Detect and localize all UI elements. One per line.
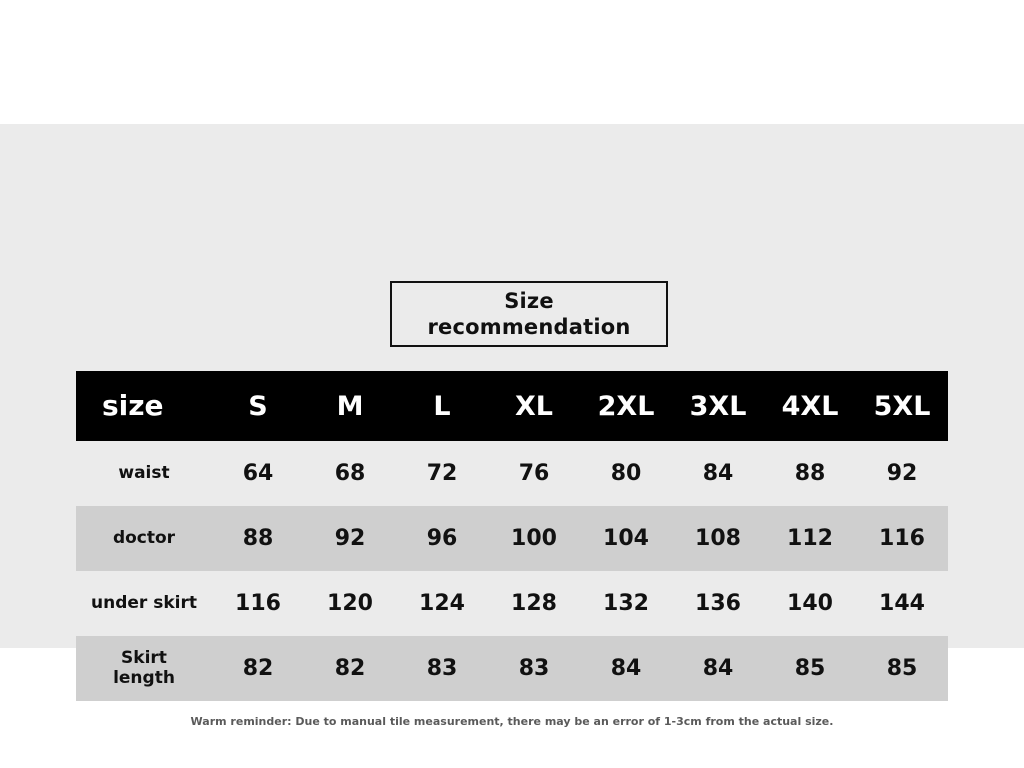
row-label-skirt-length-line-1: Skirt: [121, 648, 167, 669]
header-cell-2xl: 2XL: [597, 390, 655, 422]
header-cell-size: size: [102, 389, 164, 423]
header-cell-s: S: [248, 390, 268, 422]
cell-doctor-3xl: 108: [695, 526, 741, 551]
measurement-note: Warm reminder: Due to manual tile measurement, there may be an error of 1-3cm from the actual size.: [190, 715, 834, 728]
cell-under-skirt-3xl: 136: [695, 591, 741, 616]
table-header-row: [76, 371, 948, 441]
cell-skirt-length-2xl: 84: [610, 656, 642, 681]
cell-doctor-4xl: 112: [787, 526, 833, 551]
header-cell-xl: XL: [514, 390, 554, 422]
page-title: [427, 288, 630, 341]
cell-under-skirt-s: 116: [235, 591, 281, 616]
cell-waist-s: 64: [242, 461, 274, 486]
cell-waist-l: 72: [426, 461, 458, 486]
row-label-doctor: doctor: [112, 527, 176, 548]
header-cell-3xl: 3XL: [689, 390, 747, 422]
cell-doctor-2xl: 104: [603, 526, 649, 551]
cell-under-skirt-xl: 128: [511, 591, 557, 616]
size-table: [76, 371, 948, 701]
table-row: [76, 441, 948, 506]
cell-doctor-5xl: 116: [879, 526, 925, 551]
cell-skirt-length-3xl: 84: [702, 656, 734, 681]
header-cell-5xl: 5XL: [873, 390, 931, 422]
cell-waist-m: 68: [334, 461, 366, 486]
cell-under-skirt-5xl: 144: [879, 591, 925, 616]
cell-waist-xl: 76: [518, 461, 550, 486]
cell-skirt-length-m: 82: [334, 656, 366, 681]
cell-under-skirt-2xl: 132: [603, 591, 649, 616]
row-label-waist: waist: [118, 462, 170, 483]
row-label-skirt-length-line-2: length: [113, 667, 175, 688]
cell-skirt-length-s: 82: [242, 656, 274, 681]
cell-skirt-length-xl: 83: [518, 656, 550, 681]
page-title-line-1: Size: [504, 288, 554, 313]
cell-waist-4xl: 88: [794, 461, 826, 486]
table-row: [76, 571, 948, 636]
page-title-line-2: recommendation: [427, 315, 631, 339]
cell-waist-2xl: 80: [610, 461, 642, 486]
header-cell-m: M: [336, 390, 364, 422]
cell-skirt-length-l: 83: [426, 656, 458, 681]
cell-under-skirt-l: 124: [419, 591, 465, 616]
row-label-under-skirt: under skirt: [91, 592, 197, 613]
cell-doctor-s: 88: [242, 526, 274, 551]
cell-under-skirt-4xl: 140: [787, 591, 833, 616]
header-cell-l: L: [433, 390, 451, 422]
row-label-skirt-length: [76, 649, 212, 687]
content-panel: [0, 124, 1024, 728]
cell-waist-5xl: 92: [886, 461, 918, 486]
header-cell-4xl: 4XL: [781, 390, 839, 422]
cell-waist-3xl: 84: [702, 461, 734, 486]
cell-skirt-length-4xl: 85: [794, 656, 826, 681]
table-row: [76, 506, 948, 571]
cell-doctor-l: 96: [426, 526, 458, 551]
cell-doctor-xl: 100: [511, 526, 557, 551]
cell-doctor-m: 92: [334, 526, 366, 551]
cell-skirt-length-5xl: 85: [886, 656, 918, 681]
cell-under-skirt-m: 120: [327, 591, 373, 616]
title-box: [390, 281, 668, 347]
table-row: [76, 636, 948, 701]
